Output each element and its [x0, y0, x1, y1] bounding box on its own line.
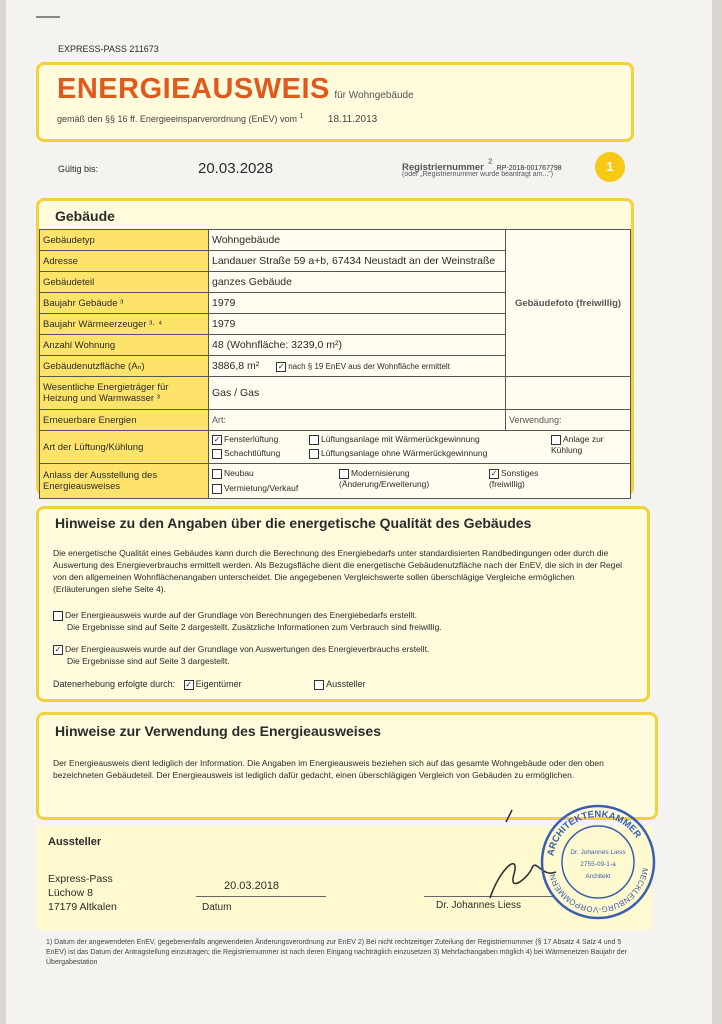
issue-date: 20.03.2018: [224, 880, 280, 892]
row-value: Landauer Straße 59 a+b, 67434 Neustadt an der Weinstraße: [209, 251, 506, 272]
vent-option: Lüftungsanlage ohne Wärmerückgewinnung: [321, 448, 488, 458]
valid-label: Gültig bis:: [58, 164, 99, 174]
row-value: Wohngebäude: [209, 230, 506, 251]
stamp-inner-name: Dr. Johannes Liess: [570, 849, 626, 856]
usage-text: Der Energieausweis dient lediglich der Information. Die Angaben im Energieausweis beziehen sich auf das gesamte Wohngebäude oder den oben bezeichneten Gebäudeteil. Der Energieausweis ist lediglich dafür gedacht, einen überschlägigen Vergleich von Gebäuden zu ermöglichen.: [53, 758, 604, 780]
table-row: [40, 464, 631, 499]
law-date: 18.11.2013: [327, 114, 378, 125]
building-frame: [36, 198, 634, 496]
date-line: [196, 896, 326, 897]
architect-stamp: [536, 800, 660, 924]
law-footnote: 1: [299, 113, 304, 120]
pass-number: EXPRESS-PASS 211673: [58, 44, 159, 54]
stamp-top-text: ARCHITEKTENKAMMER: [545, 808, 644, 857]
option-demand-detail: Die Ergebnisse sind auf Seite 2 dargestellt. Zusätzliche Informationen zum Verbrauch sind freiwillig.: [67, 622, 442, 632]
option-consumption: Der Energieausweis wurde auf der Grundlage von Auswertungen des Energieverbrauchs erstellt.: [65, 644, 430, 654]
date-label: Datum: [202, 902, 232, 913]
table-row: [40, 410, 631, 431]
checkbox[interactable]: ✓: [213, 434, 221, 444]
checkbox[interactable]: [212, 469, 222, 479]
stamp-inner-number: 2755-09-1-a: [580, 861, 616, 868]
quality-text: Die energetische Qualität eines Gebäudes kann durch die Berechnung des Energiebedarfs unter standardisierten Randbedingungen oder durch die Auswertung des Energieverbrauchs ermittelt werden. Als Bezugsfläche dient die energetische Gebäudenutzfläche nach der EnEV, die sich in der Regel von den allgemeinen Wohnflächenangaben unterscheidet. Die angegebenen Vergleichswerte sollen überschlägige Vergleiche ermöglichen (Erläuterungen siehe Seite 4).: [53, 548, 623, 594]
building-photo-placeholder: Gebäudefoto (freiwillig): [506, 230, 631, 377]
vent-option: Fensterlüftung: [224, 434, 279, 444]
checkbox[interactable]: ✓: [277, 361, 285, 371]
checkbox[interactable]: [309, 449, 319, 459]
stamp-bottom-text: MECKLENBURG-VORPOMMERN: [547, 867, 650, 915]
checkbox[interactable]: [314, 680, 324, 690]
row-value: 1979: [209, 314, 506, 335]
title-frame: [36, 62, 634, 142]
checkbox[interactable]: ✓: [54, 644, 62, 654]
row-label: Art der Lüftung/Kühlung: [40, 431, 209, 464]
registration-number: RP-2018-001767798: [496, 165, 562, 172]
empty-cell: [506, 377, 631, 410]
renewable-use: Verwendung:: [506, 410, 631, 431]
document-title: ENERGIEAUSWEIS: [57, 73, 330, 105]
checkbox[interactable]: [339, 469, 349, 479]
checkbox[interactable]: [53, 611, 63, 621]
table-row: [40, 431, 631, 464]
checkbox[interactable]: ✓: [490, 468, 498, 478]
document-sheet: [6, 0, 712, 1024]
vent-option: Anlage zur Kühlung: [551, 434, 604, 455]
usable-area-value: 3886,8 m²: [212, 360, 260, 372]
vent-option: Schachtlüftung: [224, 448, 281, 458]
row-label: Erneuerbare Energien: [40, 410, 209, 431]
row-value: Gas / Gas: [209, 377, 506, 410]
row-label: Gebäudeteil: [40, 272, 209, 293]
title-suffix: für Wohngebäude: [334, 90, 414, 101]
building-table: [39, 229, 631, 499]
table-row: [40, 377, 631, 410]
building-title: Gebäude: [55, 208, 115, 224]
staple-mark: [36, 16, 60, 18]
row-label: Baujahr Gebäude ³: [40, 293, 209, 314]
reason-option: Sonstiges (freiwillig): [489, 468, 539, 489]
reason-option: Modernisierung (Änderung/Erweiterung): [339, 468, 430, 489]
checkbox[interactable]: [212, 449, 222, 459]
issuer-name: Dr. Johannes Liess: [436, 900, 522, 911]
option-consumption-detail: Die Ergebnisse sind auf Seite 3 dargestellt.: [67, 656, 230, 666]
checkbox[interactable]: ✓: [185, 679, 192, 689]
stamp-inner-title: Architekt: [585, 873, 611, 880]
data-collection-label: Datenerhebung erfolgte durch:: [53, 679, 176, 689]
option-demand: Der Energieausweis wurde auf der Grundlage von Berechnungen des Energiebedarfs erstellt.: [65, 610, 418, 620]
page-number-badge: 1: [595, 152, 625, 182]
issuer-option: Aussteller: [326, 679, 366, 689]
usage-title: Hinweise zur Verwendung des Energieausweises: [55, 723, 382, 739]
vent-option: Lüftungsanlage mit Wärmerückgewinnung: [321, 434, 480, 444]
issuer-company: Express-Pass: [48, 873, 113, 885]
row-label: Baujahr Wärmeerzeuger ³· ⁴: [40, 314, 209, 335]
issuer-city: 17179 Altkalen: [48, 901, 117, 913]
registration-footnote: 2: [488, 158, 493, 166]
row-label: Gebäudetyp: [40, 230, 209, 251]
table-row: [40, 230, 631, 251]
row-label: Anlass der Ausstellung des Energieausweises: [40, 464, 209, 499]
checkbox[interactable]: [551, 435, 561, 445]
checkbox[interactable]: [309, 435, 319, 445]
issuer-title: Aussteller: [48, 836, 102, 848]
row-value: 48 (Wohnfläche: 3239,0 m²): [209, 335, 506, 356]
reason-option: Vermietung/Verkauf: [224, 483, 299, 493]
owner-option: Eigentümer: [195, 679, 242, 689]
usable-area-note: nach § 19 EnEV aus der Wohnfläche ermittelt: [288, 362, 450, 371]
row-label: Wesentliche Energieträger für Heizung und Warmwasser ³: [40, 377, 209, 410]
row-value: 1979: [209, 293, 506, 314]
law-reference: gemäß den §§ 16 ff. Energieeinsparverordnung (EnEV) vom: [57, 114, 297, 124]
row-value: ganzes Gebäude: [209, 272, 506, 293]
quality-title: Hinweise zu den Angaben über die energetische Qualität des Gebäudes: [55, 515, 532, 531]
issuer-street: Lüchow 8: [48, 887, 93, 899]
reason-option: Neubau: [224, 468, 254, 478]
quality-notes-frame: [36, 506, 650, 702]
footnotes: 1) Datum der angewendeten EnEV, gegebenenfalls angewendeten Änderungsverordnung zur EnEV 2) Bei nicht rechtzeitiger Zuteilung der Registriernummer (§ 17 Absatz 4 Satz 4 und 5 EnEV) ist das Datum der Antragstellung einzutragen; die Registriernummer ist nach deren Eingang nachträglich einzusetzen 3) Mehrfachangaben möglich 4) bei Wärmenetzen Baujahr der Übergabestation: [46, 939, 627, 966]
row-label: Gebäudenutzfläche (Aₙ): [40, 356, 209, 377]
valid-date: 20.03.2028: [198, 160, 274, 177]
renewable-type: Art:: [209, 410, 506, 431]
row-label: Anzahl Wohnung: [40, 335, 209, 356]
row-label: Adresse: [40, 251, 209, 272]
registration-label: Registriernummer: [402, 162, 484, 173]
checkbox[interactable]: [212, 484, 222, 494]
registration-note: (oder „Registriernummer wurde beantragt am..."): [402, 171, 554, 178]
